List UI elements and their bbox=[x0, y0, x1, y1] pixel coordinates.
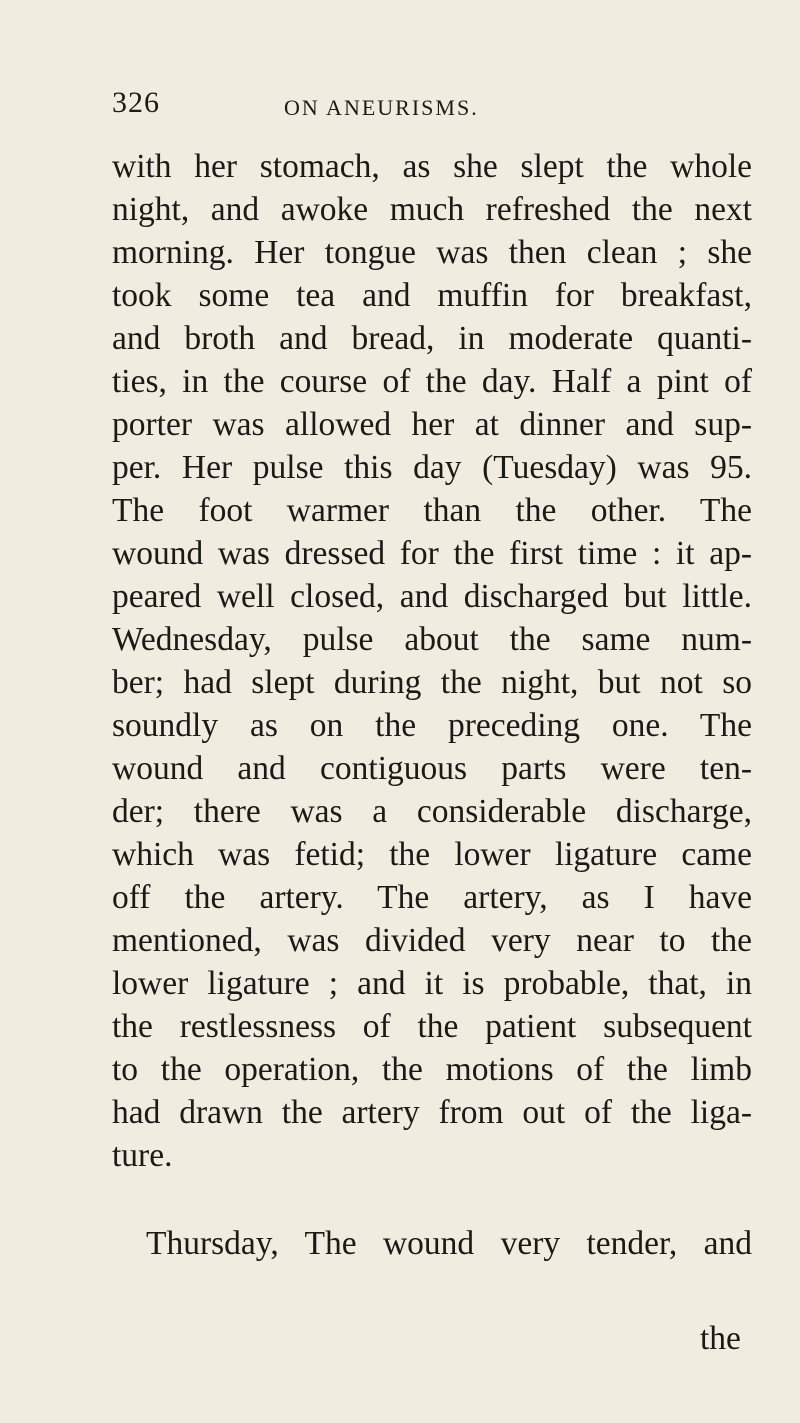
text-line: Wednesday, pulse about the same num- bbox=[112, 621, 752, 658]
text-line: with her stomach, as she slept the whole bbox=[112, 148, 752, 185]
text-line: morning. Her tongue was then clean ; she bbox=[112, 234, 752, 271]
text-line: which was fetid; the lower ligature came bbox=[112, 836, 752, 873]
text-line: soundly as on the preceding one. The bbox=[112, 707, 752, 744]
text-line: the restlessness of the patient subsequent bbox=[112, 1008, 752, 1045]
text-line: wound was dressed for the first time : it ap- bbox=[112, 535, 752, 572]
running-title: ON ANEURISMS. bbox=[284, 95, 479, 120]
paragraph bbox=[112, 145, 752, 1177]
text-line: der; there was a considerable discharge, bbox=[112, 793, 752, 830]
catchword: the bbox=[700, 1320, 741, 1357]
text-line: The foot warmer than the other. The bbox=[112, 492, 752, 529]
page-header bbox=[112, 86, 752, 126]
text-line: to the operation, the motions of the limb bbox=[112, 1051, 752, 1088]
text-line: peared well closed, and discharged but little. bbox=[112, 578, 752, 615]
page-number: 326 bbox=[112, 86, 160, 119]
text-line: off the artery. The artery, as I have bbox=[112, 879, 752, 916]
text-line: wound and contiguous parts were ten- bbox=[112, 750, 752, 787]
text-line: ture. bbox=[112, 1137, 173, 1174]
text-line: had drawn the artery from out of the liga- bbox=[112, 1094, 752, 1131]
text-line: Thursday, The wound very tender, and bbox=[146, 1225, 752, 1262]
text-line: porter was allowed her at dinner and sup- bbox=[112, 406, 752, 443]
paragraph bbox=[112, 1222, 752, 1265]
text-line: ber; had slept during the night, but not so bbox=[112, 664, 752, 701]
body-text bbox=[112, 145, 752, 1265]
paragraph-gap bbox=[112, 1177, 752, 1222]
text-line: per. Her pulse this day (Tuesday) was 95. bbox=[112, 449, 752, 486]
text-line: and broth and bread, in moderate quanti- bbox=[112, 320, 752, 357]
text-line: took some tea and muffin for breakfast, bbox=[112, 277, 752, 314]
text-line: night, and awoke much refreshed the next bbox=[112, 191, 752, 228]
text-line: ties, in the course of the day. Half a pint of bbox=[112, 363, 752, 400]
text-line: lower ligature ; and it is probable, that, in bbox=[112, 965, 752, 1002]
text-line: mentioned, was divided very near to the bbox=[112, 922, 752, 959]
